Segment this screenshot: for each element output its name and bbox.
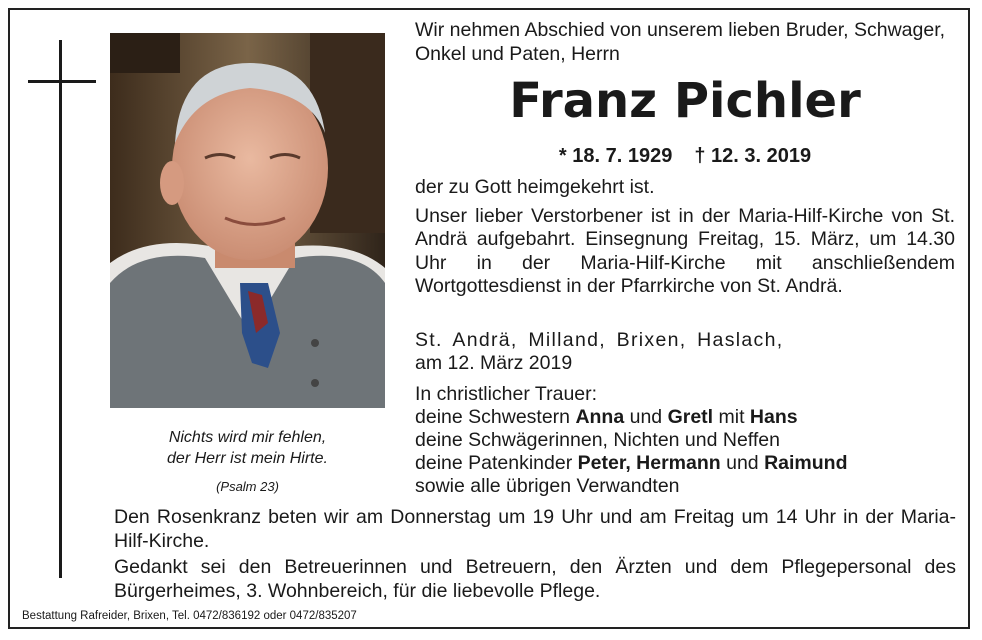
trauer-heading: In christlicher Trauer: xyxy=(415,383,598,405)
portrait-photo xyxy=(110,33,385,408)
mourners-sisters: deine Schwestern Anna und Gretl mit Hans xyxy=(415,406,798,428)
rosary-text: Den Rosenkranz beten wir am Donnerstag um 19 Uhr und am Freitag um 14 Uhr in der Maria-Hilf-Kirche. xyxy=(114,506,956,552)
funeral-home-footer: Bestattung Rafreider, Brixen, Tel. 0472/836192 oder 0472/835207 xyxy=(22,610,357,622)
cross-icon-vertical xyxy=(59,40,62,578)
quote-source: (Psalm 23) xyxy=(216,479,279,494)
mourners-list xyxy=(415,383,955,498)
announcement-body xyxy=(415,176,955,304)
cross-icon-horizontal xyxy=(28,80,96,83)
return-text: der zu Gott heimgekehrt ist. xyxy=(415,176,655,198)
mourners-godchildren: deine Patenkinder Peter, Hermann und Raimund xyxy=(415,452,848,474)
date-line: am 12. März 2019 xyxy=(415,352,573,374)
birth-date: * 18. 7. 1929 xyxy=(558,145,673,167)
thanks-text: Gedankt sei den Betreuerinnen und Betreuern, den Ärzten und dem Pflegepersonal des Bürgerheimes, 3. Wohnbereich, für die liebevolle Pflege. xyxy=(114,556,956,602)
intro-text: Wir nehmen Abschied von unserem lieben Bruder, Schwager, Onkel und Paten, Herrn xyxy=(415,19,946,65)
mourners-relatives: sowie alle übrigen Verwandten xyxy=(415,475,680,497)
place-line: St. Andrä, Milland, Brixen, Haslach, xyxy=(415,329,784,351)
mourners-in-laws: deine Schwägerinnen, Nichten und Neffen xyxy=(415,429,780,451)
psalm-quote xyxy=(110,427,385,497)
life-dates xyxy=(415,143,955,169)
place-date xyxy=(415,329,955,375)
death-date: † 12. 3. 2019 xyxy=(694,145,812,167)
quote-line-1: Nichts wird mir fehlen, xyxy=(168,429,327,446)
deceased-name: Franz Pichler xyxy=(509,73,861,129)
aufbahrung-text: Unser lieber Verstorbener ist in der Maria-Hilf-Kirche von St. Andrä aufgebahrt. Einsegnung Freitag, 15. März, um 14.30 Uhr in der Maria-Hilf-Kirche mit anschließendem Wortgottesdienst in der Pfarrkirche von St. Andrä. xyxy=(415,204,955,297)
quote-line-2: der Herr ist mein Hirte. xyxy=(167,450,328,467)
